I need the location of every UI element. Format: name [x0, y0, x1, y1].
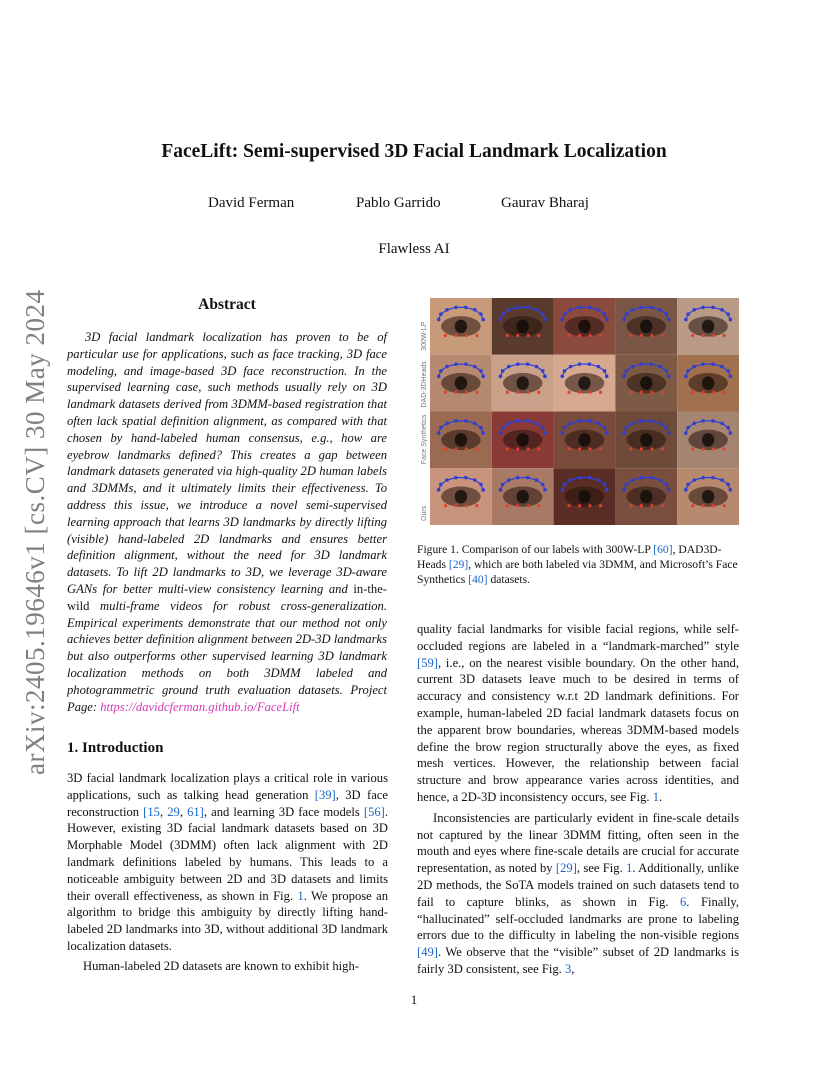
figure-tile-photo — [554, 355, 616, 412]
paragraph: quality facial landmarks for visible facial regions, while self-occluded regions are labeled in a “landmark-marched” style [59], i.e., on the nearest visible boundary. On the other hand, current 3D datasets leave much to be desired in terms of accuracy and consistency w.r.t 2D landmark definitions. For example, human-labeled 2D facial landmark datasets focus on the apparent brow boundaries, whereas 3DMM-based models define the brow region structurally above the eyes, as fixed mesh vertices. However, the relationship between facial structure and brow appearance varies across identities, and hence, a 2D-3D inconsistency occurs, see Fig. 1. — [417, 622, 739, 804]
figure-tile-photo — [615, 355, 677, 412]
author-name: David Ferman — [208, 195, 295, 211]
figure-ref-link[interactable]: 1 — [652, 789, 660, 804]
abstract-emphasis: in-the-wild — [67, 581, 387, 613]
figure-tile-photo — [677, 468, 739, 525]
figure-tile-photo — [492, 468, 554, 525]
citation-link[interactable]: 29 — [167, 804, 180, 819]
figure-tile-photo — [677, 298, 739, 355]
figure-row-label: Face Synthetics — [421, 414, 428, 465]
citation-link[interactable]: 61] — [187, 804, 204, 819]
figure-ref-link[interactable]: 1 — [626, 861, 633, 876]
figure-tile-photo — [677, 412, 739, 469]
citation-link[interactable]: [56] — [363, 804, 385, 819]
citation-link[interactable]: [40] — [468, 573, 488, 587]
abstract-heading: Abstract — [198, 296, 256, 313]
arxiv-stamp: arXiv:2405.19646v1 [cs.CV] 30 May 2024 — [20, 289, 50, 775]
figure-ref-link[interactable]: 1 — [297, 888, 304, 903]
figure-ref-link[interactable]: 6 — [680, 894, 687, 909]
figure-tile-photo — [430, 298, 492, 355]
figure-tile-photo — [554, 468, 616, 525]
figure-tile-photo — [554, 298, 616, 355]
figure-1-svg — [417, 298, 739, 525]
citation-link[interactable]: [29] — [555, 861, 577, 876]
section-heading-introduction: 1. Introduction — [67, 740, 164, 756]
project-page-link[interactable]: https://davidcferman.github.io/FaceLift — [100, 699, 300, 714]
paper-title: FaceLift: Semi-supervised 3D Facial Landmark Localization — [161, 141, 667, 162]
right-column-body — [417, 621, 739, 978]
paragraph: Inconsistencies are particularly evident in fine-scale details not captured by the linear 3DMM fitting, often seen in the mouth and eyes where fine-scale details are crucial for accurate representation, as noted by [29], see Fig. 1. Additionally, unlike 2D methods, the SoTA models trained on such datasets tend to fail to capture blinks, as shown in Fig. 6. Finally, “hallucinated” self-occluded landmarks are prone to labeling errors due to the difficulty in labeling the non-visible regions [49]. We observe that the “visible” subset of 2D landmarks is fairly 3D consistent, see Fig. 3, — [417, 810, 739, 976]
figure-tile-photo — [615, 298, 677, 355]
author-name: Gaurav Bharaj — [501, 195, 589, 211]
citation-link[interactable]: [39] — [314, 787, 336, 802]
figure-tile-photo — [430, 412, 492, 469]
author-name: Pablo Garrido — [356, 195, 441, 211]
citation-link[interactable]: [60] — [653, 543, 673, 556]
page-number: 1 — [410, 992, 418, 1007]
figure-tile-photo — [492, 298, 554, 355]
abstract-body: 3D facial landmark localization has proven to be of particular use for applications, such as face tracking, 3D face modeling, and image-based 3D face reconstruction. In the supervised learning case, such methods usually rely on 3D landmark datasets derived from 3DMM-based registration that often lack spatial definition alignment, as compared with that chosen by hand-labeled human consensus, e.g., how are eyebrow landmarks defined? This creates a gap between landmark datasets generated via high-quality 2D human labels and 3DMMs, and it ultimately limits their effectiveness. To address this issue, we introduce a novel semi-supervised learning approach that learns 3D landmarks by directly lifting (visible) hand-labeled 2D landmarks and ensures better definition alignment, without the need for 3D landmark datasets. To lift 2D landmarks to 3D, we leverage 3D-aware GANs for better multi-view consistency learning and in-the-wild multi-frame videos for robust cross-generalization. Empirical experiments demonstrate that our method not only achieves better definition alignment between 2D-3D landmarks but also outperforms other supervised learning 3D landmark localization methods on both 3DMM labeled and photogrammetric ground truth evaluation datasets. Project Page: https://davidcferman.github.io/FaceLift — [67, 330, 387, 714]
figure-tile-photo — [430, 355, 492, 412]
citation-link[interactable]: [15 — [143, 804, 160, 819]
citation-link[interactable]: [49] — [417, 945, 438, 960]
citation-link[interactable]: [59] — [417, 655, 438, 670]
figure-tile-photo — [492, 412, 554, 469]
figure-tile-photo — [677, 355, 739, 412]
figure-1-caption: Figure 1. Comparison of our labels with 300W-LP [60], DAD3D-Heads [29], which are both labeled via 3DMM, and Microsoft’s Face Synthetics [40] datasets. — [417, 543, 738, 587]
figure-tile-photo — [554, 412, 616, 469]
figure-row-label: Ours — [421, 505, 428, 521]
left-column-body — [67, 770, 388, 975]
figure-row-label: DAD-3DHeads — [421, 361, 428, 408]
figure-ref-link[interactable]: 3 — [564, 961, 572, 976]
figure-tile-photo — [615, 412, 677, 469]
figure-tile-photo — [615, 468, 677, 525]
figure-row-label: 300W-LP — [421, 321, 428, 351]
paragraph: 3D facial landmark localization plays a critical role in various applications, such as talking head generation [39], 3D face reconstruction [15, 29, 61], and learning 3D face models [56]. However, existing 3D facial landmark datasets based on 3D Morphable Model (3DMM) often lack alignment with 2D landmark definitions labeled by humans. This leads to a noticeable ambiguity between 2D and 3D datasets and limits their overall effectiveness, as shown in Fig. 1. We propose an algorithm to bridge this ambiguity by directly lifting hand-labeled 2D landmarks into 3D, without additional 3D landmark localization datasets. — [67, 771, 389, 953]
figure-tile-photo — [492, 355, 554, 412]
figure-tile-photo — [430, 468, 492, 525]
citation-link[interactable]: [29] — [448, 558, 469, 572]
affiliation: Flawless AI — [378, 241, 450, 257]
paragraph: Human-labeled 2D datasets are known to exhibit high- — [83, 958, 359, 973]
figure-1-image-grid — [417, 298, 739, 525]
